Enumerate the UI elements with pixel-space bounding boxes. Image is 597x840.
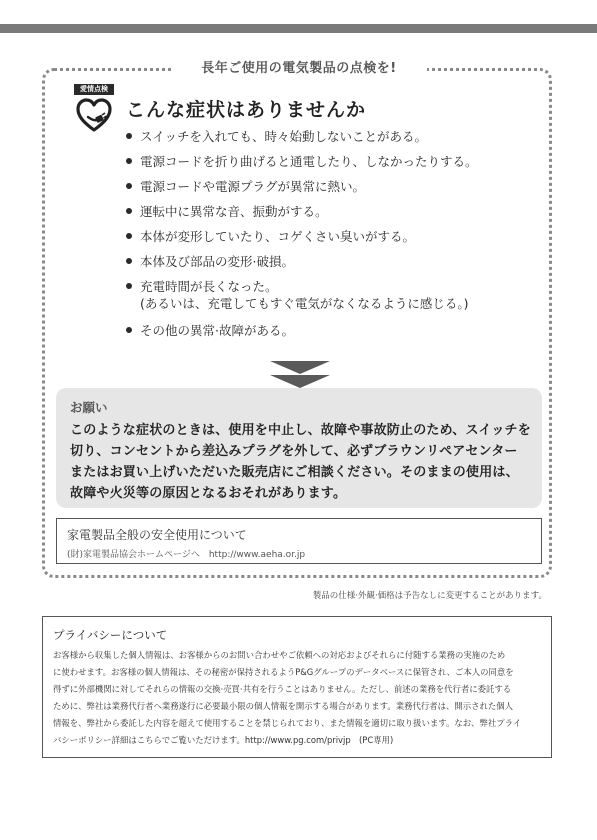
symptom-list [126, 128, 536, 347]
request-line: 故障や火災等の原因となるおそれがあります。 [70, 486, 347, 501]
privacy-title: プライバシーについて [53, 628, 168, 642]
symptom-item [126, 278, 536, 314]
request-box [56, 388, 542, 508]
request-line: このような症状のときは、使用を中止し、故障や事故防止のため、スイッチを [70, 423, 531, 438]
request-title: お願い [70, 400, 108, 415]
privacy-line: に使わせます。お客様の個人情報は、その秘密が保持されるようP&Gグループのデータベースに保管され、ご本人の同意を [53, 667, 514, 677]
symptom-item: スイッチを入れても、時々始動しないことがある。 [126, 128, 536, 145]
symptom-item: 運転中に異常な音、振動がする。 [126, 203, 536, 220]
heart-plug-icon [75, 97, 113, 135]
request-body [70, 420, 532, 504]
symptoms-heading: こんな症状はありませんか [126, 99, 367, 121]
safety-box [56, 518, 542, 564]
symptom-item-note: (あるいは、充電してもすぐ電気がなくなるように感じる。) [140, 296, 469, 311]
safety-title: 家電製品全般の安全使用について [67, 528, 247, 542]
spec-change-notice: 製品の仕様·外観·価格は予告なしに変更することがあります。 [312, 591, 547, 601]
privacy-box [42, 616, 552, 758]
symptom-item: その他の異常·故障がある。 [126, 322, 536, 339]
badge-tag: 愛情点検 [74, 84, 114, 95]
symptom-item: 本体が変形していたり、コゲくさい臭いがする。 [126, 228, 536, 245]
privacy-line: 得ずに外部機関に対してそれらの情報の交換·売買·共有を行うことはありません。ただし、前述の業務を代行者に委託する [53, 684, 512, 694]
request-line: またはお買い上げいただいた販売店にご相談ください。そのままの使用は、 [70, 465, 519, 480]
symptom-item: 電源コードを折り曲げると通電したり、しなかったりする。 [126, 153, 536, 170]
symptom-item: 本体及び部品の変形·破損。 [126, 253, 536, 270]
symptom-item-text: 充電時間が長くなった。 [140, 279, 278, 294]
privacy-line: 情報を、弊社から委託した内容を超えて使用することを禁じられており、また情報を適切に取り扱います。なお、弊社プライ [53, 718, 522, 728]
privacy-line: ために、弊社は業務代行者へ業務遂行に必要最小限の個人情報を開示する場合があります。業務代行者は、開示された個人 [53, 701, 513, 711]
safety-link[interactable]: (財)家電製品協会ホームページへ http://www.aeha.or.jp [67, 550, 306, 560]
privacy-line: お客様から収集した個人情報は、お客様からのお問い合わせやご依頼への対応およびそれらに付随する業務の実施のため [53, 650, 506, 660]
inspection-badge [74, 84, 114, 136]
symptom-item: 電源コードや電源プラグが異常に熱い。 [126, 178, 536, 195]
frame-title: 長年ご使用の電気製品の点検を! [171, 58, 427, 80]
privacy-line: バシーポリシー詳細はこちらでご覧いただけます。http://www.pg.com/privjp (PC専用) [53, 735, 394, 745]
top-bar [0, 24, 597, 33]
down-arrow-icon [270, 361, 330, 389]
privacy-body [53, 647, 543, 749]
request-line: 切り、コンセントから差込みプラグを外して、必ずブラウンリペアセンター [70, 444, 518, 459]
